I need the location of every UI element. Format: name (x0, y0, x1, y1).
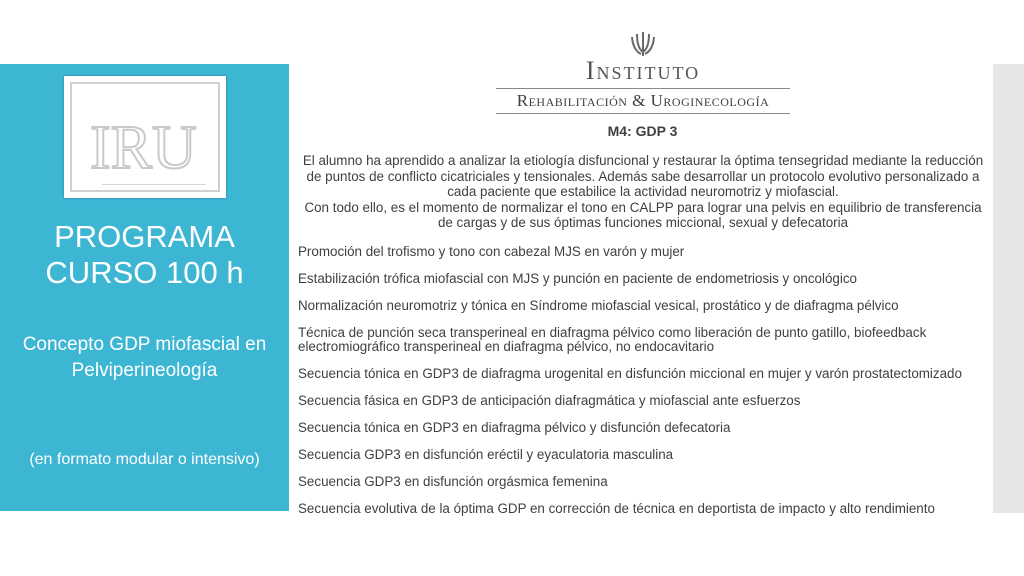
content-list (298, 245, 990, 529)
program-subtitle: Concepto GDP miofascial en Pelviperineología (22, 334, 267, 381)
list-item: Estabilización trófica miofascial con MJS y punción en paciente de endometriosis y oncológico (298, 271, 857, 286)
right-side-bar (993, 64, 1024, 513)
list-item: Secuencia tónica en GDP3 en diafragma pélvico y disfunción defecatoria (298, 420, 731, 435)
program-title (0, 219, 289, 291)
list-item: Técnica de punción seca transperineal en diafragma pélvico como liberación de punto gatillo, biofeedback electromiográfico transperineal en diafragma pélvico, no endocavitario (298, 325, 927, 354)
intro-paragraph-1: El alumno ha aprendido a analizar la etiología disfuncional y restaurar la óptima tensegridad mediante la reducción de puntos de conflicto cicatriciales y tensionales. Además sabe desarrollar un protocolo evolutivo personalizado a cada paciente que estabilice la actividad neuromotriz y miofascial. (302, 153, 984, 199)
iru-logo-text: IRU (90, 114, 197, 180)
iru-logo-mark (90, 110, 210, 180)
logo-fineprint (102, 184, 206, 191)
module-intro (302, 153, 984, 231)
list-item: Secuencia GDP3 en disfunción orgásmica femenina (298, 474, 608, 489)
institute-divider (496, 88, 790, 89)
list-item: Promoción del trofismo y tono con cabezal MJS en varón y mujer (298, 244, 685, 259)
list-item: Secuencia GDP3 en disfunción eréctil y eyaculatoria masculina (298, 447, 674, 462)
list-item: Secuencia tónica en GDP3 de diafragma urogenital en disfunción miccional en mujer y varón prostatectomizado (298, 366, 962, 381)
tulip-icon (623, 30, 663, 58)
module-title: M4: GDP 3 (607, 123, 678, 139)
list-item: Secuencia evolutiva de la óptima GDP en corrección de técnica en deportista de impacto y alto rendimiento (298, 501, 935, 516)
program-title-line1: PROGRAMA (54, 219, 235, 254)
program-title-line2: CURSO 100 h (45, 255, 244, 290)
iru-logo (64, 76, 226, 198)
program-note: (en formato modular o intensivo) (29, 451, 260, 468)
institute-divider-bottom (496, 113, 790, 114)
intro-paragraph-2: Con todo ello, es el momento de normalizar el tono en CALPP para lograr una pelvis en equilibrio de transferencia de cargas y de sus óptimas funciones miccional, sexual y defecatoria (304, 199, 982, 230)
list-item: Secuencia fásica en GDP3 de anticipación diafragmática y miofascial ante esfuerzos (298, 393, 801, 408)
institute-name: Instituto (585, 56, 701, 85)
institute-logo (488, 30, 798, 114)
left-panel (0, 64, 289, 511)
list-item: Normalización neuromotriz y tónica en Síndrome miofascial vesical, prostático y de diafragma pélvico (298, 298, 899, 313)
institute-subtitle: Rehabilitación & Uroginecología (516, 91, 770, 110)
